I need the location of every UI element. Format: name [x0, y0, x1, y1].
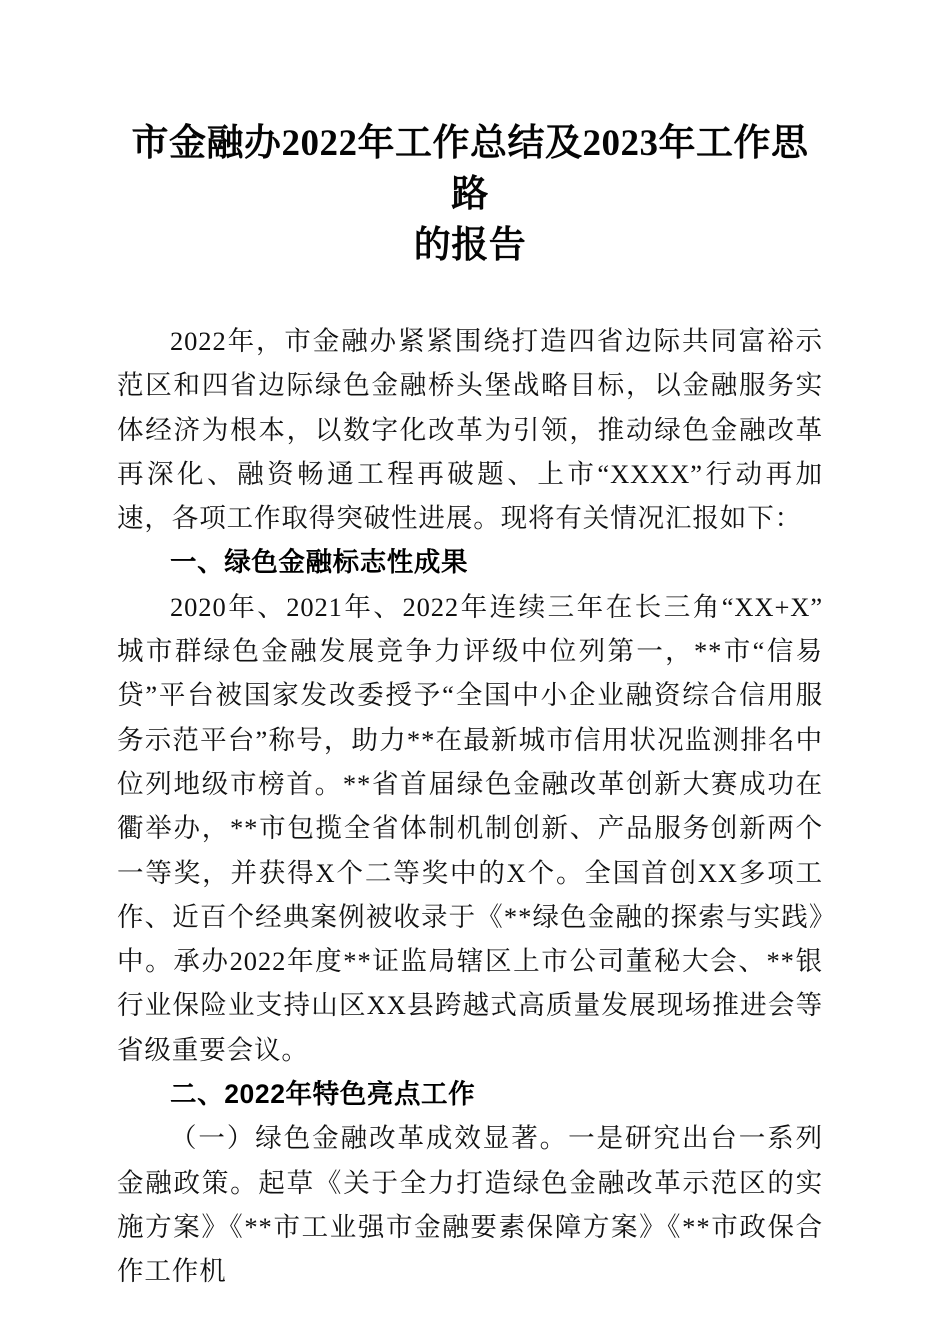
page-title: [117, 118, 823, 271]
section-one-paragraph: 2020年、2021年、2022年连续三年在长三角“XX+X”城市群绿色金融发展竞争力评级中位列第一，**市“信易贷”平台被国家发改委授予“全国中小企业融资综合信用服务示范平台”称号，助力**在最新城市信用状况监测排名中位列地级市榜首。**省首届绿色金融改革创新大赛成功在衢举办，**市包揽全省体制机制创新、产品服务创新两个一等奖，并获得X个二等奖中的X个。全国首创XX多项工作、近百个经典案例被收录于《**绿色金融的探索与实践》中。承办2022年度**证监局辖区上市公司董秘大会、**银行业保险业支持山区XX县跨越式高质量发展现场推进会等省级重要会议。: [117, 591, 823, 1065]
title-spacer: [117, 271, 823, 319]
section-two-paragraph: （一）绿色金融改革成效显著。一是研究出台一系列金融政策。起草《关于全力打造绿色金融改革示范区的实施方案》《**市工业强市金融要素保障方案》《**市政保合作工作机: [117, 1123, 823, 1287]
page-title-line-2: 的报告: [413, 225, 527, 266]
intro-paragraph: 2022年，市金融办紧紧围绕打造四省边际共同富裕示范区和四省边际绿色金融桥头堡战略目标，以金融服务实体经济为根本，以数字化改革为引领，推动绿色金融改革再深化、融资畅通工程再破题、上市“XXXX”行动再加速，各项工作取得突破性进展。现将有关情况汇报如下：: [117, 326, 823, 534]
heading-section-one: 一、绿色金融标志性成果: [170, 547, 469, 578]
page-title-line-1: 市金融办2022年工作总结及2023年工作思路: [131, 123, 809, 215]
heading-section-two: 二、2022年特色亮点工作: [170, 1079, 476, 1110]
document-body: [117, 118, 823, 1294]
